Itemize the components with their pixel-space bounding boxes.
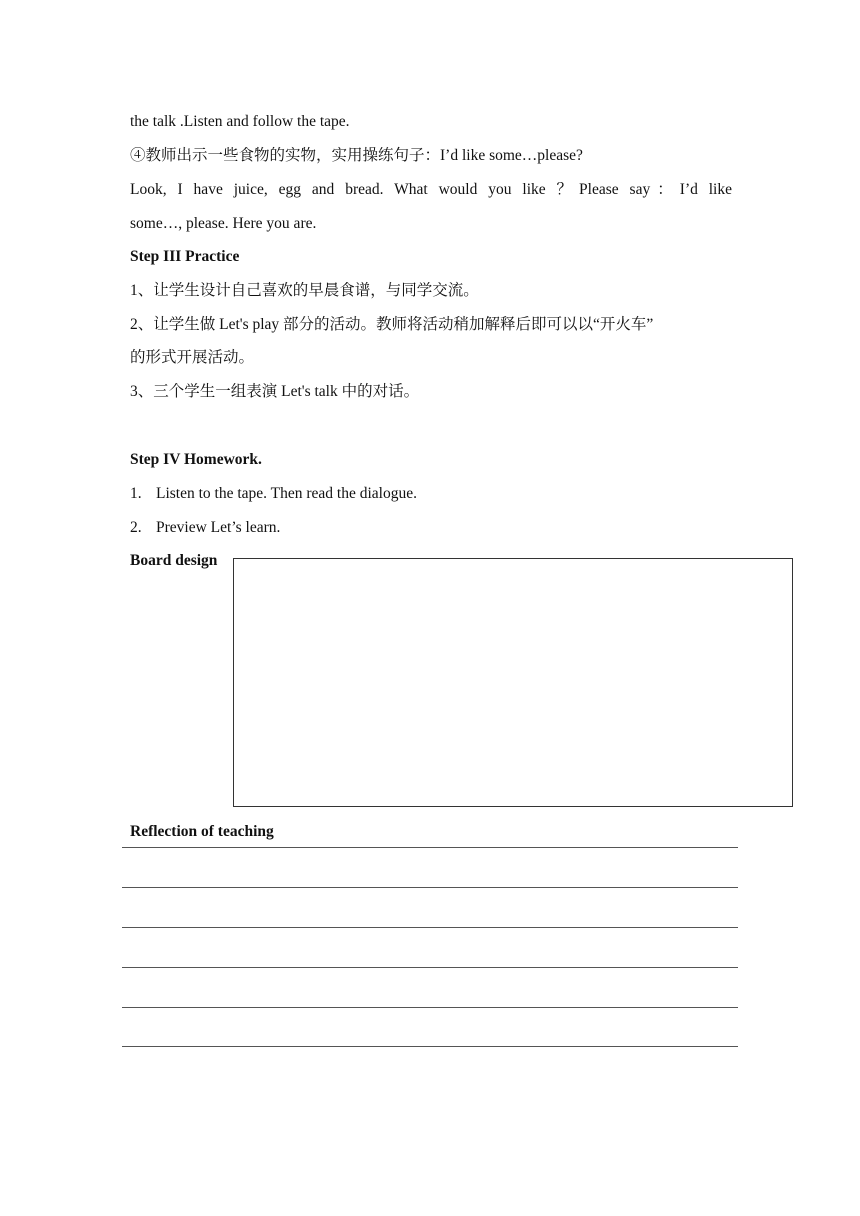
board-design-label: Board design — [130, 552, 218, 569]
reflection-line — [122, 887, 738, 888]
reflection-label: Reflection of teaching — [130, 823, 274, 840]
reflection-line — [122, 847, 738, 848]
homework-item-text: Listen to the tape. Then read the dialogue. — [156, 485, 417, 502]
homework-heading: Step IV Homework. — [130, 451, 262, 468]
homework-item — [130, 518, 280, 538]
practice-item: 3、三个学生一组表演 Let's talk 中的对话。 — [130, 383, 420, 400]
homework-item-text: Preview Let’s learn. — [156, 519, 281, 536]
text-line: the talk .Listen and follow the tape. — [130, 113, 350, 130]
practice-heading: Step III Practice — [130, 248, 240, 265]
reflection-line — [122, 927, 738, 928]
homework-item-number: 2. — [130, 519, 142, 536]
reflection-line — [122, 1046, 738, 1047]
practice-item: 2、让学生做 Let's play 部分的活动。教师将活动稍加解释后即可以以“开火车” — [130, 316, 654, 333]
homework-item-number: 1. — [130, 485, 142, 502]
homework-item — [130, 484, 417, 504]
board-design-box — [233, 558, 793, 807]
reflection-line — [122, 1007, 738, 1008]
text-line: ④教师出示一些食物的实物，实用操练句子：I’d like some…please? — [130, 147, 583, 164]
practice-item: 的形式开展活动。 — [130, 349, 255, 366]
reflection-line — [122, 967, 738, 968]
text-line: Look, I have juice, egg and bread. What would you like ？Please say：I’d like — [130, 181, 732, 198]
text-line: some…, please. Here you are. — [130, 215, 317, 232]
practice-item: 1、让学生设计自己喜欢的早晨食谱，与同学交流。 — [130, 282, 479, 299]
